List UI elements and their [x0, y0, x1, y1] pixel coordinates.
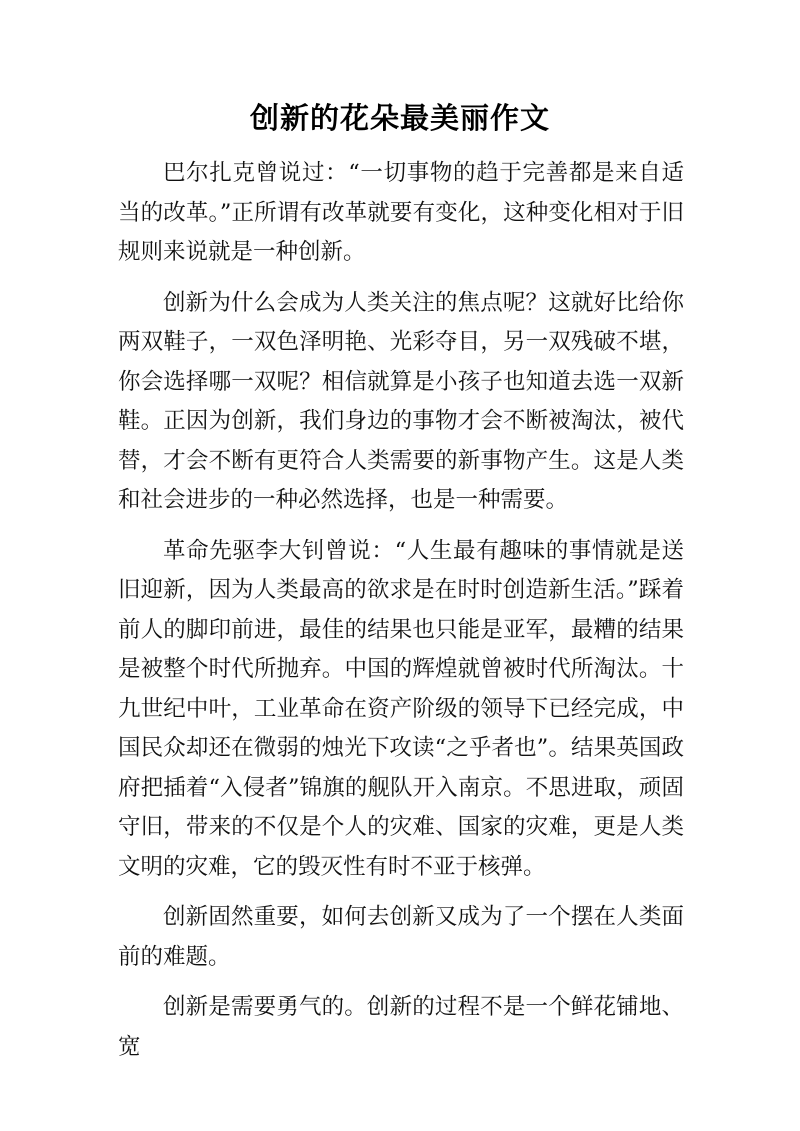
paragraph-5: 创新是需要勇气的。创新的过程不是一个鲜花铺地、宽: [118, 994, 684, 1060]
paragraph-1: 巴尔扎克曾说过：“一切事物的趋于完善都是来自适当的改革。”正所谓有改革就要有变化，这种变化相对于旧规则来说就是一种创新。: [118, 160, 684, 265]
document-title: 创新的花朵最美丽作文: [249, 101, 550, 135]
paragraph-3: 革命先驱李大钊曾说：“人生最有趣味的事情就是送旧迎新，因为人类最高的欲求是在时时创造新生活。”踩着前人的脚印前进，最佳的结果也只能是亚军，最糟的结果是被整个时代所抛弃。中国的辉煌就曾被时代所淘汰。十九世纪中叶，工业革命在资产阶级的领导下已经完成，中国民众却还在微弱的烛光下攻读“之乎者也”。结果英国政府把插着“入侵者”锦旗的舰队开入南京。不思进取，顽固守旧，带来的不仅是个人的灾难、国家的灾难，更是人类文明的灾难，它的毁灭性有时不亚于核弹。: [118, 537, 684, 880]
paragraph-4: 创新固然重要，如何去创新又成为了一个摆在人类面前的难题。: [118, 904, 684, 970]
paragraph-2: 创新为什么会成为人类关注的焦点呢？这就好比给你两双鞋子，一双色泽明艳、光彩夺目，另一双残破不堪，你会选择哪一双呢？相信就算是小孩子也知道去选一双新鞋。正因为创新，我们身边的事物才会不断被淘汰，被代替，才会不断有更符合人类需要的新事物产生。这是人类和社会进步的一种必然选择，也是一种需要。: [118, 289, 684, 513]
document-body: [118, 154, 684, 1078]
